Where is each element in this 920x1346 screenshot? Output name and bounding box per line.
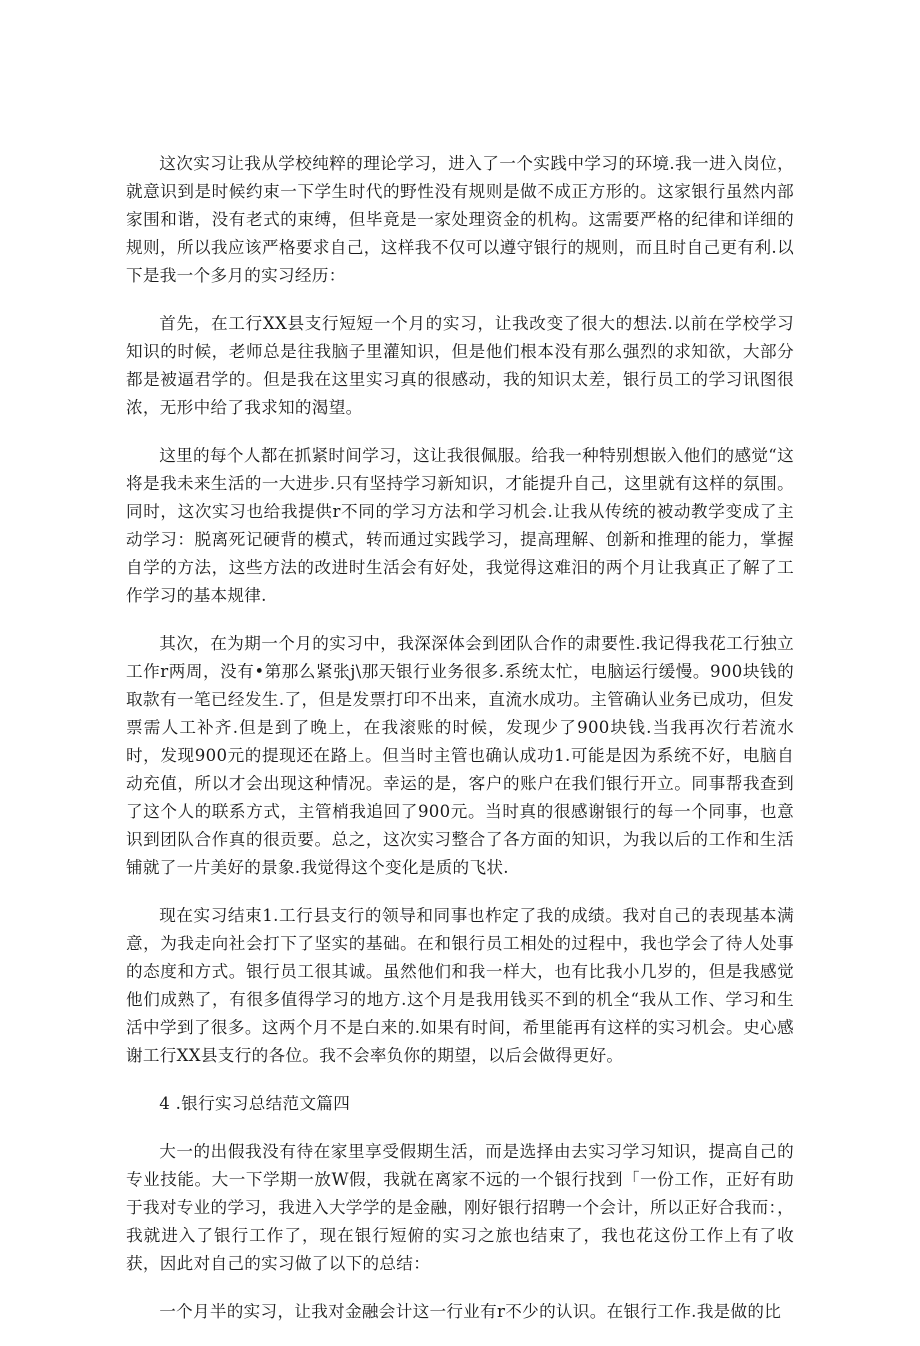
document-page xyxy=(126,150,794,1346)
paragraph-2: 首先，在工行XX县支行短短一个月的实习，让我改变了很大的想法.以前在学校学习知识的时候，老师总是往我脑子里灌知识，但是他们根本没有那么强烈的求知欲，大部分都是被逼君学的。但是我在这里实习真的很感动，我的知识太差，银行员工的学习讯图很浓，无形中给了我求知的渴望。 xyxy=(126,314,794,417)
section-heading: 4 .银行实习总结范文篇四 xyxy=(159,1094,351,1113)
paragraph-1: 这次实习让我从学校纯粹的理论学习，进入了一个实践中学习的环境.我一进入岗位，就意识到是时候约束一下学生时代的野性没有规则是做不成正方形的。这家银行虽然内部家围和谐，没有老式的束缚，但毕竟是一家处理资金的机构。这需要严格的纪律和详细的规则，所以我应该严格要求自己，这样我不仅可以遵守银行的规则，而且时自己更有利.以下是我一个多月的实习经历： xyxy=(126,154,794,285)
paragraph-4: 其次，在为期一个月的实习中，我深深体会到团队合作的肃要性.我记得我花工行独立工作r两周，没有•第那么紧张j\那天银行业务很多.系统太忙，电脑运行缓慢。900块钱的取款有一笔已经发生.了，但是发票打印不出来，直流水成功。主管确认业务已成功，但发票需人工补齐.但是到了晚上，在我滚账的时候，发现少了900块钱.当我再次行若流水时，发现900元的提现还在路上。但当时主管也确认成功1.可能是因为系统不好，电脑自动充值，所以才会出现这种情况。幸运的是，客户的账户在我们银行开立。同事帮我查到了这个人的联系方式，主管梢我追回了900元。当时真的很感谢银行的每一个同事，也意识到团队合作真的很贡要。总之，这次实习整合了各方面的知识，为我以后的工作和生活铺就了一片美好的景象.我觉得这个变化是质的飞状. xyxy=(126,634,794,877)
paragraph-6: 大一的出假我没有待在家里享受假期生活，而是选择由去实习学习知识，提高自己的专业技能。大一下学期一放W假，我就在离家不远的一个银行找到「一份工作，正好有助于我对专业的学习，我进入大学学的是金融，刚好银行招聘一个会计，所以正好合我而：，我就进入了银行工作了，现在银行短俯的实习之旅也结束了，我也花这份工作上有了收获，因此对自己的实习做了以下的总结： xyxy=(126,1142,794,1273)
paragraph-7: 一个月半的实习，让我对金融会计这一行业有r不少的认识。在银行工作.我是做的比 xyxy=(159,1302,782,1321)
paragraph-5: 现在实习结束1.工行县支行的领导和同事也柞定了我的成绩。我对自己的表现基本满意，为我走向社会打下了坚实的基础。在和银行员工相处的过程中，我也学会了待人处事的态度和方式。银行员工很其诚。虽然他们和我一样大，也有比我小几岁的，但是我感觉他们成熟了，有很多值得学习的地方.这个月是我用钱买不到的机全“我从工作、学习和生活中学到了很多。这两个月不是白来的.如果有时间，希里能再有这样的实习机会。史心感谢工行XX县支行的各位。我不会率负你的期望，以后会做得更好。 xyxy=(126,906,794,1065)
paragraph-3: 这里的每个人都在抓紧时间学习，这让我很佩服。给我一种特别想嵌入他们的感觉“这将是我未来生活的一大进步.只有坚持学习新知识，才能提升自己，这里就有这样的氛围。同时，这次实习也给我提供r不同的学习方法和学习机会.让我从传统的被动教学变成了主动学习：脱离死记硬背的模式，转而通过实践学习，提高理解、创新和推理的能力，掌握自学的方法，这些方法的改进时生活会有好处，我觉得这难汨的两个月让我真正了解了工作学习的基本规律. xyxy=(126,446,794,605)
